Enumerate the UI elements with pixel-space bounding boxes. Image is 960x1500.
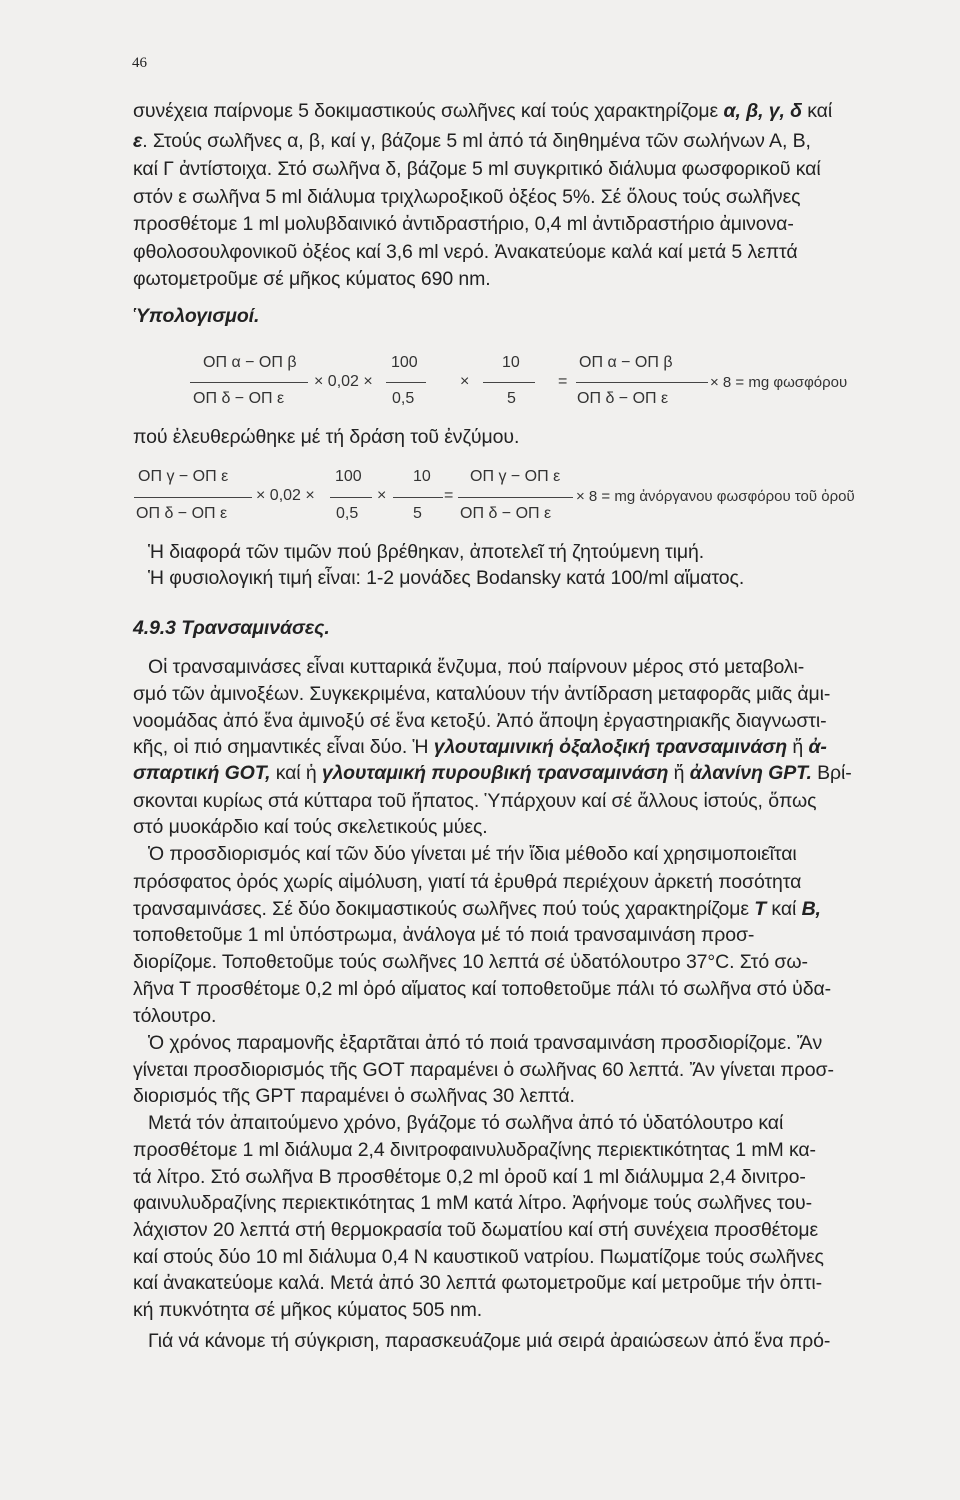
text-line: φαινυλυδραζίνης περιεκτικότητας 1 mM κατά λίτρο. Ἀφήνομε τούς σωλῆνες του-	[133, 1192, 812, 1214]
text-line: διορισμός τῆς GPT παραμένει ὁ σωλῆνας 30 λεπτά.	[133, 1085, 575, 1107]
formula-1-denominator: ΟΠ δ − ΟΠ ε	[193, 390, 285, 407]
fraction-bar	[386, 382, 426, 383]
text-line: ε. Στούς σωλῆνες α, β, καί γ, βάζομε 5 ml ἀπό τά διηθημένα τῶν σωλήνων Α, Β,	[133, 130, 811, 152]
text-line: στόν ε σωλῆνα 5 ml διάλυμα τριχλωροξικοῦ ὀξέος 5%. Σέ ὅλους τούς σωλῆνες	[133, 186, 801, 208]
formula-2-times: ×	[377, 487, 387, 504]
text-line: σκονται κυρίως στά κύτταρα τοῦ ἥπατος. Ὑπάρχουν καί σέ ἄλλους ἱστούς, ὅπως	[133, 790, 817, 812]
formula-1-num-10: 10	[502, 354, 520, 371]
page-number: 46	[132, 55, 147, 71]
text-line: νοομάδας ἀπό ἕνα ἀμινοξύ σέ ἕνα κετοξύ. Ἀπό ἄποψη ἐργαστηριακῆς διαγνωστι-	[133, 710, 827, 732]
text-line: τρανσαμινάσες. Σέ δύο δοκιμαστικούς σωλῆνες πού τούς χαρακτηρίζομε Τ καί Β,	[133, 898, 821, 920]
text-line: λάχιστον 20 λεπτά στή θερμοκρασία τοῦ δωματίου καί στή συνέχεια προσθέτομε	[133, 1219, 819, 1241]
difference-note: Ἡ διαφορά τῶν τιμῶν πού βρέθηκαν, ἀποτελεῖ τή ζητούμενη τιμή.	[148, 541, 705, 563]
text-line: Οἱ τρανσαμινάσες εἶναι κυτταρικά ἔνζυμα, πού παίρνουν μέρος στό μεταβολι-	[148, 656, 805, 678]
text-line: προσθέτομε 1 ml διάλυμα 2,4 δινιτροφαινυλυδραζίνης περιεκτικότητας 1 mM κα-	[133, 1139, 816, 1161]
text-line: διορίζομε. Τοποθετοῦμε τούς σωλῆνες 10 λεπτά σέ ὑδατόλουτρο 37°C. Στό σω-	[133, 951, 808, 973]
text-line: συνέχεια παίρνομε 5 δοκιμαστικούς σωλῆνες καί τούς χαρακτηρίζομε α, β, γ, δ καί	[133, 100, 833, 122]
text-line: γίνεται προσδιορισμός τῆς GOT παραμένει ὁ σωλῆνας 60 λεπτά. Ἄν γίνεται προσ-	[133, 1059, 834, 1081]
section-heading: 4.9.3 Τρανσαμινάσες.	[133, 617, 330, 639]
formula-2-result: × 8 = mg ἀνόργανου φωσφόρου τοῦ ὀροῦ	[576, 488, 855, 505]
text-line: τοποθετοῦμε 1 ml ὑπόστρωμα, ἀνάλογα μέ τό ποιά τρανσαμινάση προσ-	[133, 924, 755, 946]
text-line: καί στούς δύο 10 ml διάλυμα 0,4 Ν καυστικοῦ νατρίου. Πωματίζομε τούς σωλῆνες	[133, 1246, 824, 1268]
formula-2-num-100: 100	[335, 468, 362, 485]
calculations-heading: Ὑπολογισμοί.	[133, 305, 260, 327]
text-line: λῆνα Τ προσθέτομε 0,2 ml ὀρό αἵματος καί τοποθετοῦμε πάλι τό σωλῆνα στό ὑδα-	[133, 978, 832, 1000]
text-line: Ὁ χρόνος παραμονῆς ἐξαρτᾶται ἀπό τό ποιά τρανσαμινάση προσδιορίζομε. Ἄν	[148, 1032, 823, 1054]
fraction-bar	[134, 497, 252, 498]
text-line: Μετά τόν ἀπαιτούμενο χρόνο, βγάζομε τό σωλῆνα ἀπό τό ὑδατόλουτρο καί	[148, 1112, 784, 1134]
formula-2-denominator: ΟΠ δ − ΟΠ ε	[136, 505, 228, 522]
formula-1-numerator: ΟΠ α − ΟΠ β	[203, 354, 297, 371]
fraction-bar	[576, 382, 708, 383]
formula-2-num-10: 10	[413, 468, 431, 485]
text-line: τόλουτρο.	[133, 1005, 217, 1027]
fraction-bar	[190, 382, 308, 383]
formula-2-factor: × 0,02 ×	[256, 487, 315, 504]
fraction-bar	[458, 497, 573, 498]
text-line: σπαρτική GOT, καί ἡ γλουταμική πυρουβική τρανσαμινάση ἤ ἀλανίνη GPT. Βρί-	[133, 762, 852, 784]
formula-2-num-right: ΟΠ γ − ΟΠ ε	[470, 468, 561, 485]
text-line: σμό τῶν ἀμινοξέων. Συγκεκριμένα, καταλύουν τήν ἀντίδραση μεταφορᾶς μιᾶς ἀμι-	[133, 683, 831, 705]
formula-2-den-5: 5	[413, 505, 422, 522]
text-line: καί ἀνακατεύομε καλά. Μετά ἀπό 30 λεπτά φωτομετροῦμε καί μετροῦμε τήν ὀπτι-	[133, 1272, 822, 1294]
formula-1-factor: × 0,02 ×	[314, 373, 373, 390]
formula-1-num-100: 100	[391, 354, 418, 371]
formula-1-den-right: ΟΠ δ − ΟΠ ε	[577, 390, 669, 407]
fraction-bar	[393, 497, 443, 498]
text-line: Ὁ προσδιορισμός καί τῶν δύο γίνεται μέ τήν ἴδια μέθοδο καί χρησιμοποιεῖται	[148, 843, 797, 865]
text-line: καί Γ ἀντίστοιχα. Στό σωλῆνα δ, βάζομε 5 ml συγκριτικό διάλυμα φωσφορικοῦ καί	[133, 158, 821, 180]
text-line: κῆς, οἱ πιό σημαντικές εἶναι δύο. Ἡ γλουταμινική ὀξαλοξική τρανσαμινάση ἤ ἀ-	[133, 736, 827, 758]
formula-1-equals: =	[558, 373, 568, 390]
formula-1-den-5: 5	[507, 390, 516, 407]
formula-2-equals: =	[444, 487, 454, 504]
text-line: κή πυκνότητα σέ μῆκος κύματος 505 nm.	[133, 1299, 483, 1321]
fraction-bar	[483, 382, 535, 383]
formula-2-den-05: 0,5	[336, 505, 359, 522]
formula-2-den-right: ΟΠ δ − ΟΠ ε	[460, 505, 552, 522]
formula-1-note: πού ἐλευθερώθηκε μέ τή δράση τοῦ ἐνζύμου.	[133, 426, 520, 448]
formula-1-times: ×	[460, 373, 470, 390]
formula-1-result: × 8 = mg φωσφόρου	[710, 374, 848, 391]
formula-2-numerator: ΟΠ γ − ΟΠ ε	[138, 468, 229, 485]
text-line: φωτομετροῦμε σέ μῆκος κύματος 690 nm.	[133, 268, 491, 290]
text-line: πρόσφατος ὀρός χωρίς αἱμόλυση, γιατί τά ἐρυθρά περιέχουν ἀρκετή ποσότητα	[133, 871, 802, 893]
formula-1-den-05: 0,5	[392, 390, 415, 407]
text-line: προσθέτομε 1 ml μολυβδαινικό ἀντιδραστήριο, 0,4 ml ἀντιδραστήριο ἀμινονα-	[133, 213, 794, 235]
formula-1-num-right: ΟΠ α − ΟΠ β	[579, 354, 673, 371]
text-line: Γιά νά κάνομε τή σύγκριση, παρασκευάζομε μιά σειρά ἀραιώσεων ἀπό ἕνα πρό-	[148, 1330, 831, 1352]
text-line: τά λίτρο. Στό σωλῆνα Β προσθέτομε 0,2 ml ὀροῦ καί 1 ml διάλυμμα 2,4 δινιτρο-	[133, 1166, 806, 1188]
text-line: φθολοσουλφονικοῦ ὀξέος καί 3,6 ml νερό. Ἀνακατεύομε καλά καί μετά 5 λεπτά	[133, 241, 798, 263]
physiological-value-note: Ἡ φυσιολογική τιμή εἶναι: 1-2 μονάδες Bodansky κατά 100/ml αἵματος.	[148, 567, 745, 589]
fraction-bar	[330, 497, 372, 498]
text-line: στό μυοκάρδιο καί τούς σκελετικούς μύες.	[133, 816, 488, 838]
